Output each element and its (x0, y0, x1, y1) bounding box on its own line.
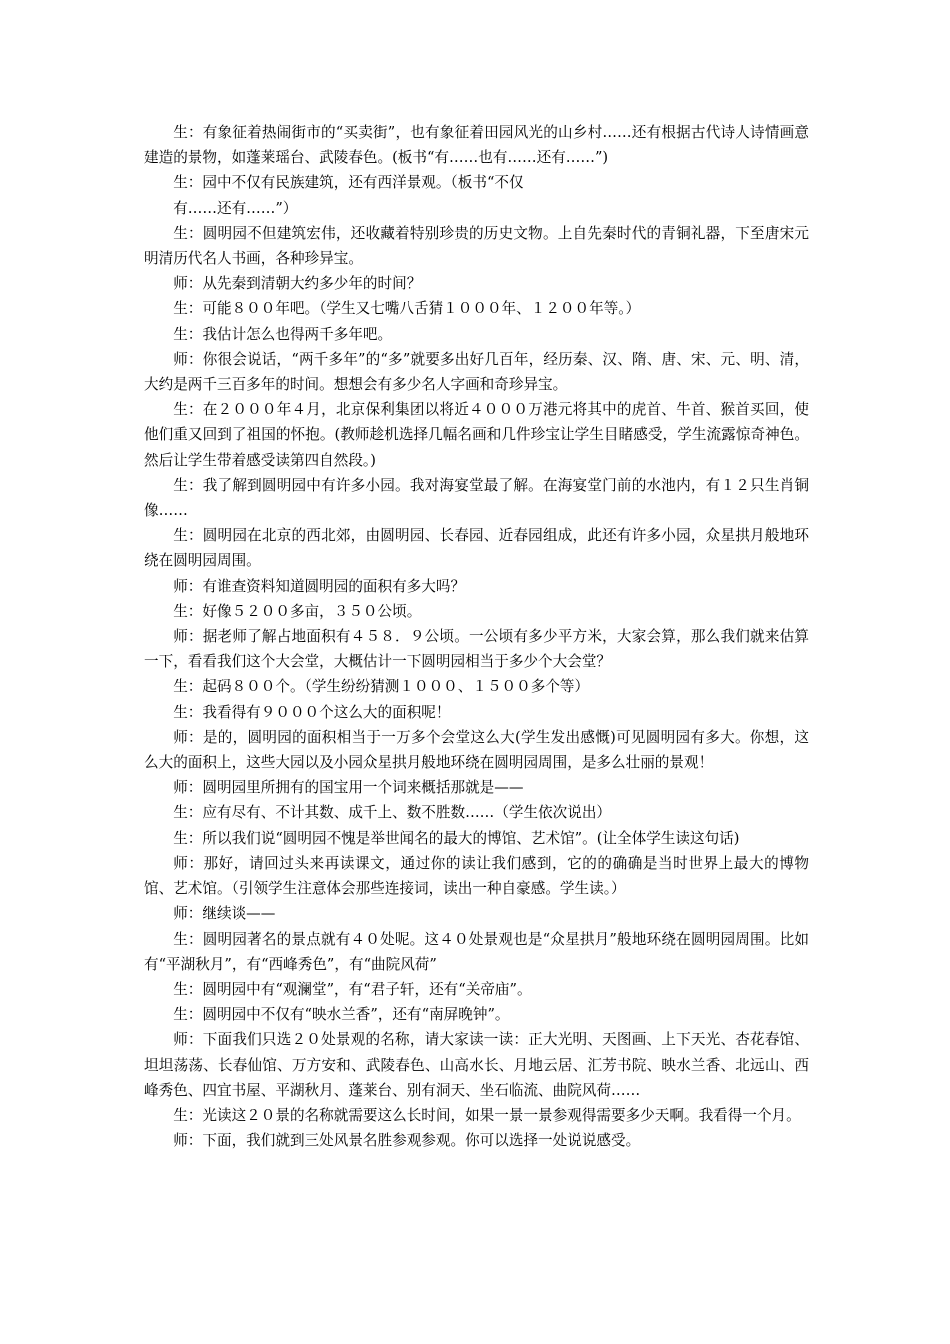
paragraph: 生：圆明园不但建筑宏伟，还收藏着特别珍贵的历史文物。上自先秦时代的青铜礼器，下至唐宋元明清历代名人书画，各种珍异宝。 (144, 224, 809, 268)
paragraph: 师：继续谈—— (173, 905, 276, 923)
document-body (144, 120, 809, 1153)
paragraph: 生：我估计怎么也得两千多年吧。 (173, 325, 393, 343)
paragraph: 生：起码８００个。（学生纷纷猜测１０００、１５００多个等） (173, 678, 590, 696)
paragraph: 师：据老师了解占地面积有４５８．９公顷。一公顷有多少平方米，大家会算，那么我们就来估算一下，看看我们这个大会堂，大概估计一下圆明园相当于多少个大会堂？ (144, 628, 809, 671)
paragraph: 师：圆明园里所拥有的国宝用一个词来概括那就是—— (173, 779, 524, 797)
paragraph: 有……还有……”） (173, 199, 298, 217)
paragraph: 师：下面我们只选２０处景观的名称，请大家读一读：正大光明、天图画、上下天光、杏花春馆、坦坦荡荡、长春仙馆、万方安和、武陵春色、山高水长、月地云居、汇芳书院、映水兰香、北远山、西峰秀色、四宜书屋、平湖秋月、蓬莱台、别有洞天、坐石临流、曲院风荷…… (144, 1031, 809, 1099)
paragraph: 生：圆明园中不仅有“映水兰香”，还有“南屏晚钟”。 (173, 1006, 510, 1024)
paragraph: 生：圆明园中有“观澜堂”，有“君子轩，还有“关帝庙”。 (173, 980, 532, 998)
paragraph: 生：圆明园著名的景点就有４０处呢。这４０处景观也是“众星拱月”般地环绕在圆明园周围。比如有“平湖秋月”，有“西峰秀色”，有“曲院风荷” (144, 930, 809, 973)
paragraph: 生：在２０００年４月，北京保利集团以将近４０００万港元将其中的虎首、牛首、猴首买回，使他们重又回到了祖国的怀抱。(教师趁机选择几幅名画和几件珍宝让学生目睹感受，学生流露惊奇神色。然后让学生带着感受读第四自然段。) (144, 401, 809, 469)
paragraph: 师：那好，请回过头来再读课文，通过你的读让我们感到，它的的确确是当时世界上最大的博物馆、艺术馆。（引领学生注意体会那些连接词，读出一种自豪感。学生读。） (144, 854, 809, 898)
paragraph: 师：有谁查资料知道圆明园的面积有多大吗？ (173, 577, 466, 595)
paragraph: 生：我看得有９０００个这么大的面积呢！ (173, 703, 451, 721)
paragraph: 生：光读这２０景的名称就需要这么长时间，如果一景一景参观得需要多少天啊。我看得一个月。 (173, 1106, 801, 1124)
paragraph: 师：下面，我们就到三处风景名胜参观参观。你可以选择一处说说感受。 (173, 1132, 641, 1150)
paragraph: 生：所以我们说“圆明园不愧是举世闻名的最大的博馆、艺术馆”。(让全体学生读这句话) (173, 829, 740, 847)
paragraph: 生：我了解到圆明园中有许多小园。我对海宴堂最了解。在海宴堂门前的水池内，有１２只生肖铜像…… (144, 476, 809, 520)
paragraph: 师：是的，圆明园的面积相当于一万多个会堂这么大(学生发出感慨)可见圆明园有多大。你想，这么大的面积上，这些大园以及小园众星拱月般地环绕在圆明园周围，是多么壮丽的景观！ (144, 728, 809, 772)
paragraph: 生：可能８００年吧。（学生又七嘴八舌猜１０００年、１２００年等。） (173, 300, 641, 318)
paragraph: 师：你很会说话，“两千多年”的“多”就要多出好几百年，经历秦、汉、隋、唐、宋、元、明、清，大约是两千三百多年的时间。想想会有多少名人字画和奇珍异宝。 (144, 350, 809, 394)
paragraph: 生：有象征着热闹街市的“买卖街”，也有象征着田园风光的山乡村……还有根据古代诗人诗情画意建造的景物，如蓬莱瑶台、武陵春色。(板书“有……也有……还有……”) (144, 124, 809, 167)
paragraph: 生：好像５２００多亩，３５０公顷。 (173, 602, 422, 620)
paragraph: 生：圆明园在北京的西北郊，由圆明园、长春园、近春园组成，此还有许多小园，众星拱月般地环绕在圆明园周围。 (144, 527, 809, 570)
paragraph: 师：从先秦到清朝大约多少年的时间？ (173, 275, 422, 293)
paragraph: 生：园中不仅有民族建筑，还有西洋景观。（板书“不仅 (173, 174, 524, 192)
paragraph: 生：应有尽有、不计其数、成千上、数不胜数……（学生依次说出） (173, 804, 612, 822)
